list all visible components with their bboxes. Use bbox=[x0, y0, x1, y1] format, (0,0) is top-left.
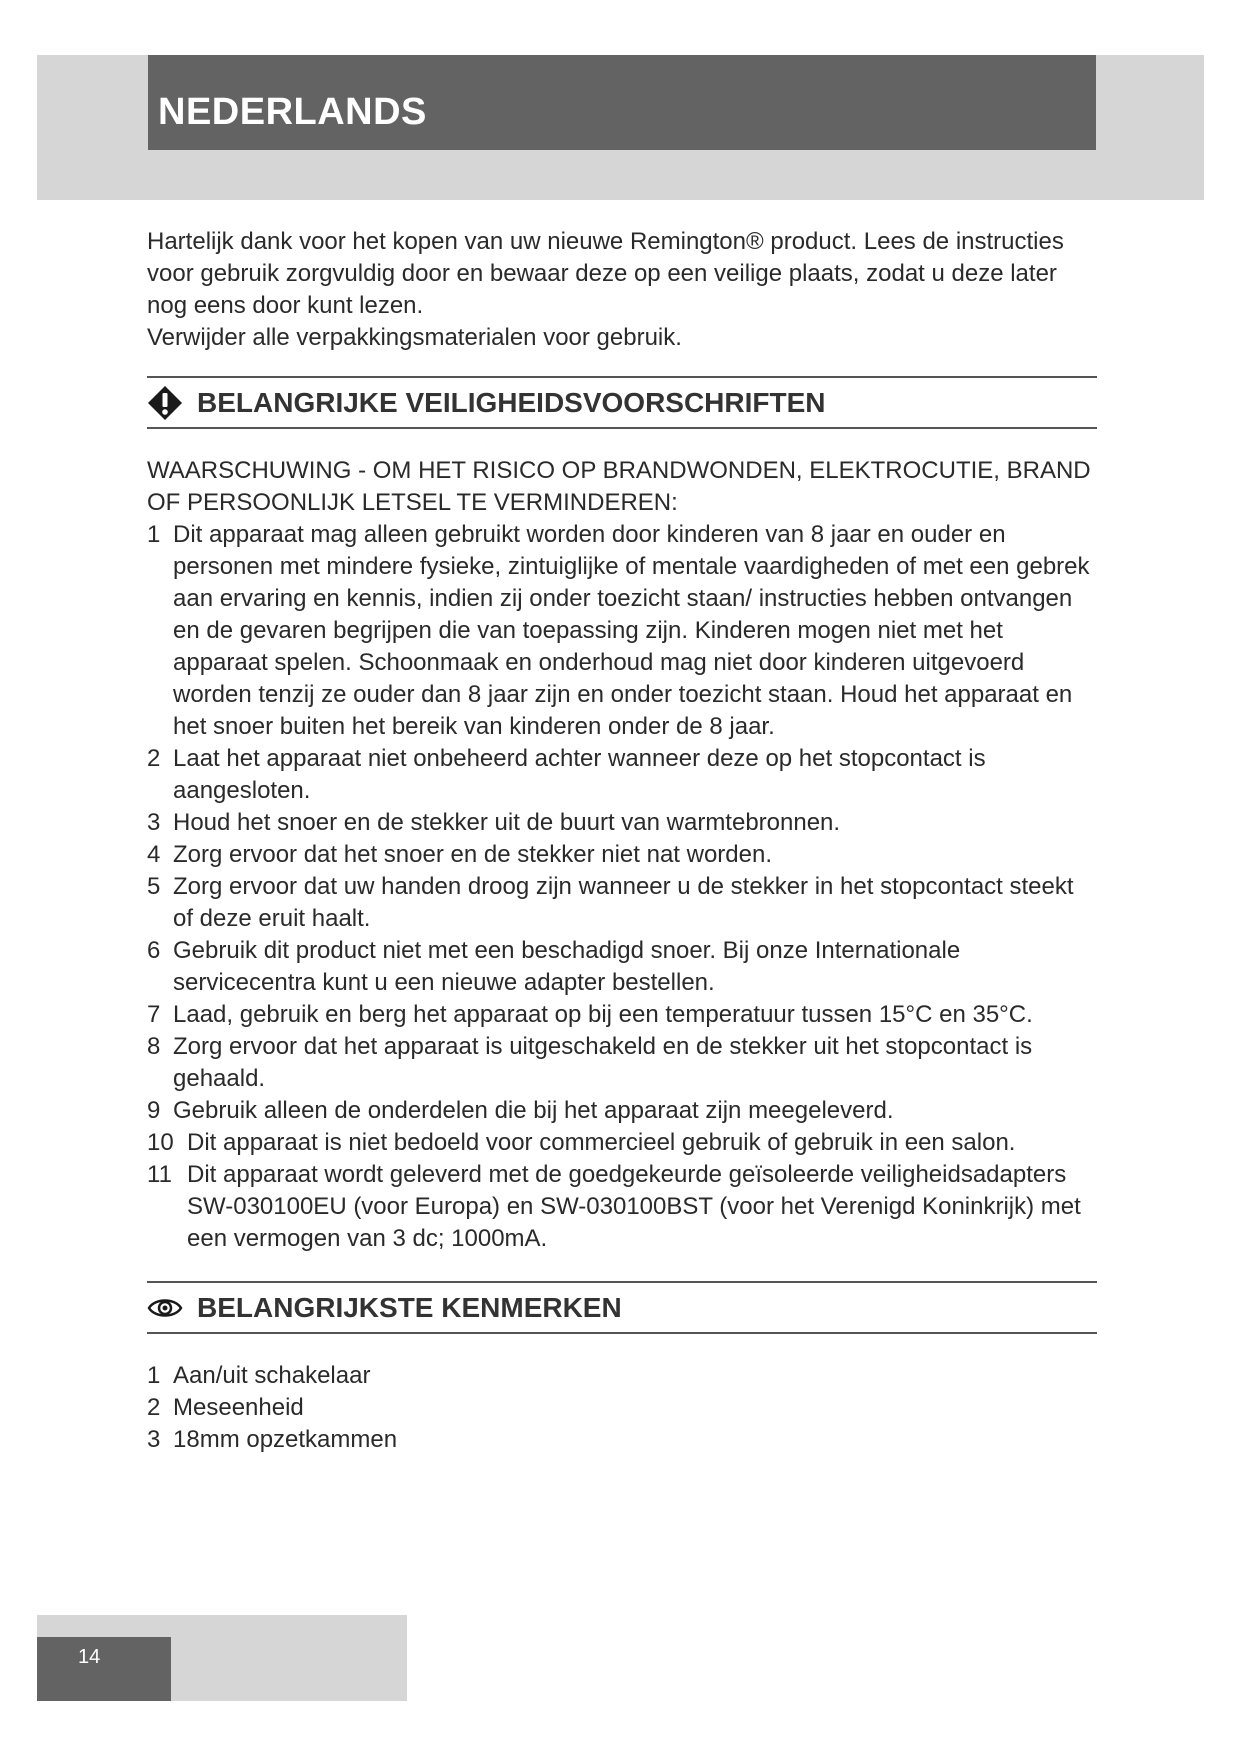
warning-diamond-icon bbox=[147, 385, 183, 421]
list-item: 2 Meseenheid bbox=[147, 1394, 304, 1421]
list-item: 11 Dit apparaat wordt geleverd met de goedgekeurde geïsoleerde veiligheidsadapters SW-030100EU (voor Europa) en SW-030100BST (voor het Verenigd Koninkrijk) met een vermogen van 3 dc; 1000mA. bbox=[147, 1161, 1081, 1252]
list-item: 3 18mm opzetkammen bbox=[147, 1426, 398, 1453]
list-item: 7 Laad, gebruik en berg het apparaat op bij een temperatuur tussen 15°C en 35°C. bbox=[147, 1001, 1033, 1028]
list-item: 5 Zorg ervoor dat uw handen droog zijn wanneer u de stekker in het stopcontact steekt of deze eruit haalt. bbox=[147, 873, 1074, 932]
page-number: 14 bbox=[78, 1646, 101, 1668]
safety-heading-label: BELANGRIJKE VEILIGHEIDSVOORSCHRIFTEN bbox=[197, 386, 826, 418]
list-item: 6 Gebruik dit product niet met een beschadigd snoer. Bij onze Internationale servicecentra kunt u een nieuwe adapter bestellen. bbox=[147, 937, 961, 996]
list-item: 2 Laat het apparaat niet onbeheerd achter wanneer deze op het stopcontact is aangesloten. bbox=[147, 745, 986, 804]
features-heading bbox=[147, 1283, 1097, 1332]
list-item: 9 Gebruik alleen de onderdelen die bij het apparaat zijn meegeleverd. bbox=[147, 1097, 894, 1124]
page-title: NEDERLANDS bbox=[158, 91, 427, 133]
intro bbox=[147, 226, 1097, 354]
content bbox=[147, 226, 1097, 1456]
list-item: 1 Dit apparaat mag alleen gebruikt worden door kinderen van 8 jaar en ouder en personen met mindere fysieke, zintuiglijke of mentale vaardigheden of met een gebrek aan ervaring en kennis, indien zij onder toezicht staan/ instructies hebben ontvangen en de gevaren begrijpen die van toepassing zijn. Kinderen mogen niet met het apparaat spelen. Schoonmaak en onderhoud mag niet door kinderen uitgevoerd worden tenzij ze ouder dan 8 jaar zijn en onder toezicht staan. Houd het apparaat en het snoer buiten het bereik van kinderen onder de 8 jaar. bbox=[147, 521, 1090, 740]
safety-list bbox=[147, 519, 1097, 1255]
intro-paragraph: Hartelijk dank voor het kopen van uw nieuwe Remington® product. Lees de instructies voor gebruik zorgvuldig door en bewaar deze op een veilige plaats, zodat u deze later nog eens door kunt lezen. bbox=[147, 228, 1064, 319]
features-list bbox=[147, 1360, 1097, 1456]
safety-heading bbox=[147, 378, 1097, 427]
list-item: 1 Aan/uit schakelaar bbox=[147, 1362, 371, 1389]
list-item: 10 Dit apparaat is niet bedoeld voor commercieel gebruik of gebruik in een salon. bbox=[147, 1129, 1016, 1156]
list-item: 4 Zorg ervoor dat het snoer en de stekker niet nat worden. bbox=[147, 841, 773, 868]
features-heading-label: BELANGRIJKSTE KENMERKEN bbox=[197, 1291, 622, 1323]
intro-paragraph: Verwijder alle verpakkingsmaterialen voor gebruik. bbox=[147, 324, 682, 351]
list-item: 8 Zorg ervoor dat het apparaat is uitgeschakeld en de stekker uit het stopcontact is gehaald. bbox=[147, 1033, 1033, 1092]
warning-text: WAARSCHUWING - OM HET RISICO OP BRANDWONDEN, ELEKTROCUTIE, BRAND OF PERSOONLIJK LETSEL TE VERMINDEREN: bbox=[147, 457, 1091, 516]
eye-icon bbox=[147, 1290, 183, 1326]
footer-bar bbox=[37, 1637, 171, 1701]
list-item: 3 Houd het snoer en de stekker uit de buurt van warmtebronnen. bbox=[147, 809, 841, 836]
